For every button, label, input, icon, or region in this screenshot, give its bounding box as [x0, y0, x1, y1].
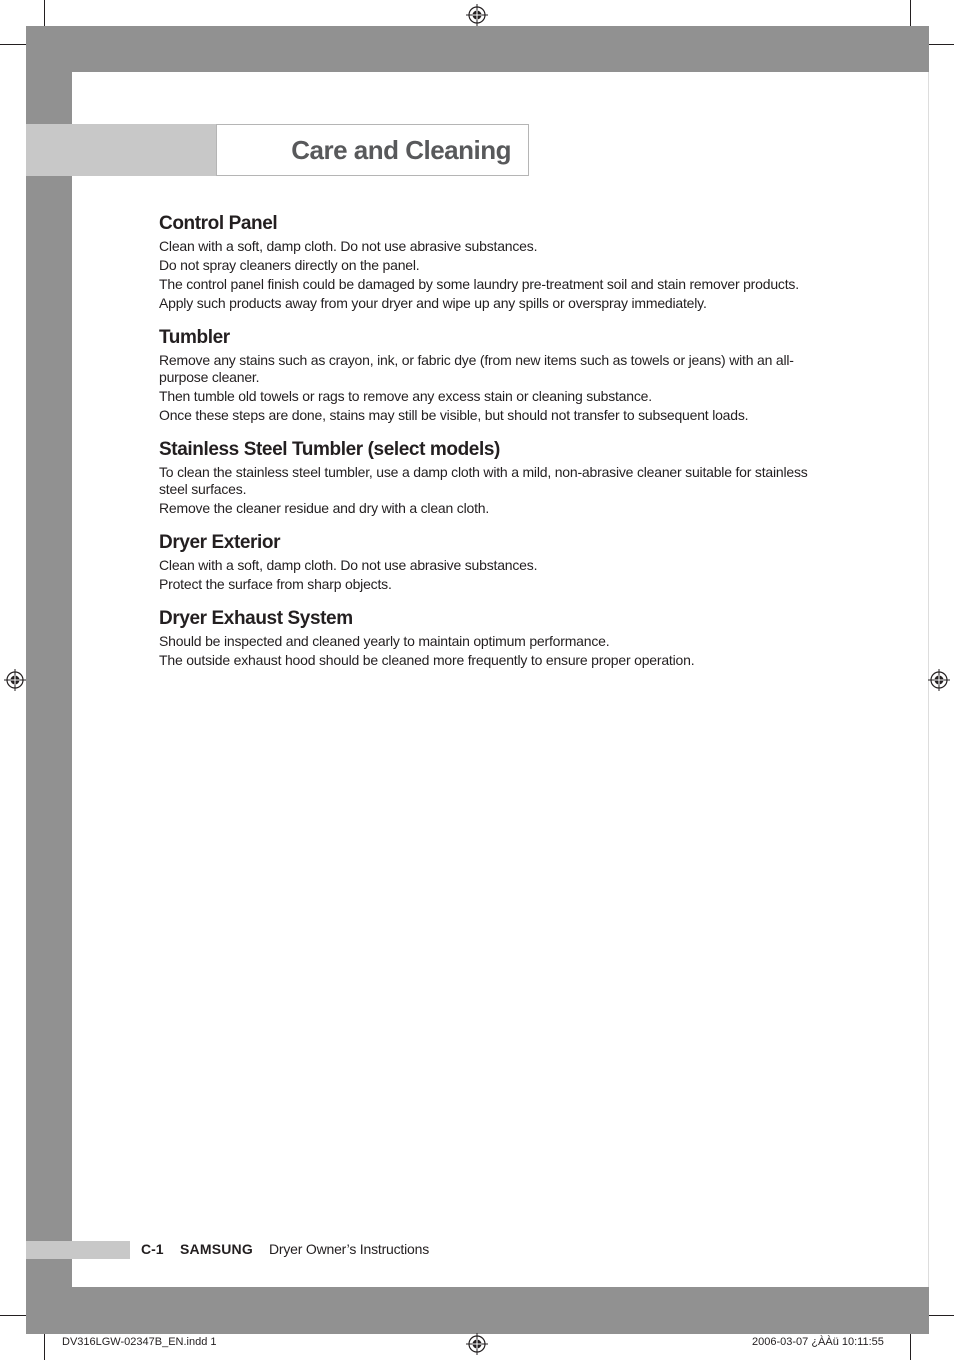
paragraph: Once these steps are done, stains may still be visible, but should not transfer to subsequent loads. — [159, 407, 749, 423]
document-title: Dryer Owner’s Instructions — [269, 1241, 429, 1257]
page-number: C-1 — [141, 1241, 164, 1257]
registration-mark-icon — [466, 1333, 488, 1355]
paragraph: Clean with a soft, damp cloth. Do not use abrasive substances. — [159, 238, 538, 254]
paragraph: Then tumble old towels or rags to remove any excess stain or cleaning substance. — [159, 388, 652, 404]
footer-accent-bar — [26, 1241, 130, 1259]
paragraph: Do not spray cleaners directly on the panel. — [159, 257, 420, 273]
paragraph: The control panel finish could be damaged by some laundry pre-treatment soil and stain remover products. — [159, 276, 799, 292]
registration-mark-icon — [4, 669, 26, 691]
crop-mark — [910, 1334, 911, 1360]
registration-mark-icon — [928, 669, 950, 691]
section-tumbler — [159, 326, 809, 424]
brand-name: SAMSUNG — [180, 1241, 253, 1257]
crop-mark — [910, 0, 911, 26]
paragraph: Remove the cleaner residue and dry with a clean cloth. — [159, 500, 490, 516]
paragraph: To clean the stainless steel tumbler, use a damp cloth with a mild, non-abrasive cleaner suitable for stainless steel surfaces. — [159, 464, 808, 497]
crop-mark — [44, 0, 45, 26]
crop-mark — [929, 44, 954, 45]
print-slug-timestamp: 2006-03-07 ¿ÀÀü 10:11:55 — [752, 1336, 884, 1348]
section-heading: Control Panel — [159, 213, 278, 234]
section-dryer-exhaust-system — [159, 607, 809, 669]
page-frame-left — [26, 26, 72, 1334]
paragraph: Apply such products away from your dryer and wipe up any spills or overspray immediately. — [159, 295, 707, 311]
page-frame-top — [26, 26, 929, 72]
paragraph: Clean with a soft, damp cloth. Do not use abrasive substances. — [159, 557, 538, 573]
section-heading: Stainless Steel Tumbler (select models) — [159, 439, 500, 460]
section-heading: Dryer Exhaust System — [159, 608, 353, 629]
page-frame-bottom — [26, 1287, 929, 1334]
section-heading: Dryer Exterior — [159, 532, 281, 553]
paragraph: Remove any stains such as crayon, ink, or fabric dye (from new items such as towels or jeans) with an all-purpose cleaner. — [159, 352, 794, 385]
section-dryer-exterior — [159, 531, 809, 593]
crop-mark — [0, 44, 26, 45]
crop-mark — [0, 1315, 26, 1316]
page-title: Care and Cleaning — [291, 135, 511, 165]
paragraph: Protect the surface from sharp objects. — [159, 576, 392, 592]
section-stainless-steel-tumbler — [159, 438, 809, 517]
crop-mark — [44, 1334, 45, 1360]
title-accent-panel — [26, 124, 217, 176]
title-box — [216, 124, 529, 176]
content — [159, 212, 809, 683]
section-control-panel — [159, 212, 809, 312]
section-heading: Tumbler — [159, 327, 230, 348]
registration-mark-icon — [466, 4, 488, 26]
paragraph: The outside exhaust hood should be cleaned more frequently to ensure proper operation. — [159, 652, 695, 668]
print-slug-file: DV316LGW-02347B_EN.indd 1 — [62, 1336, 217, 1348]
crop-mark — [929, 1315, 954, 1316]
paragraph: Should be inspected and cleaned yearly to maintain optimum performance. — [159, 633, 610, 649]
